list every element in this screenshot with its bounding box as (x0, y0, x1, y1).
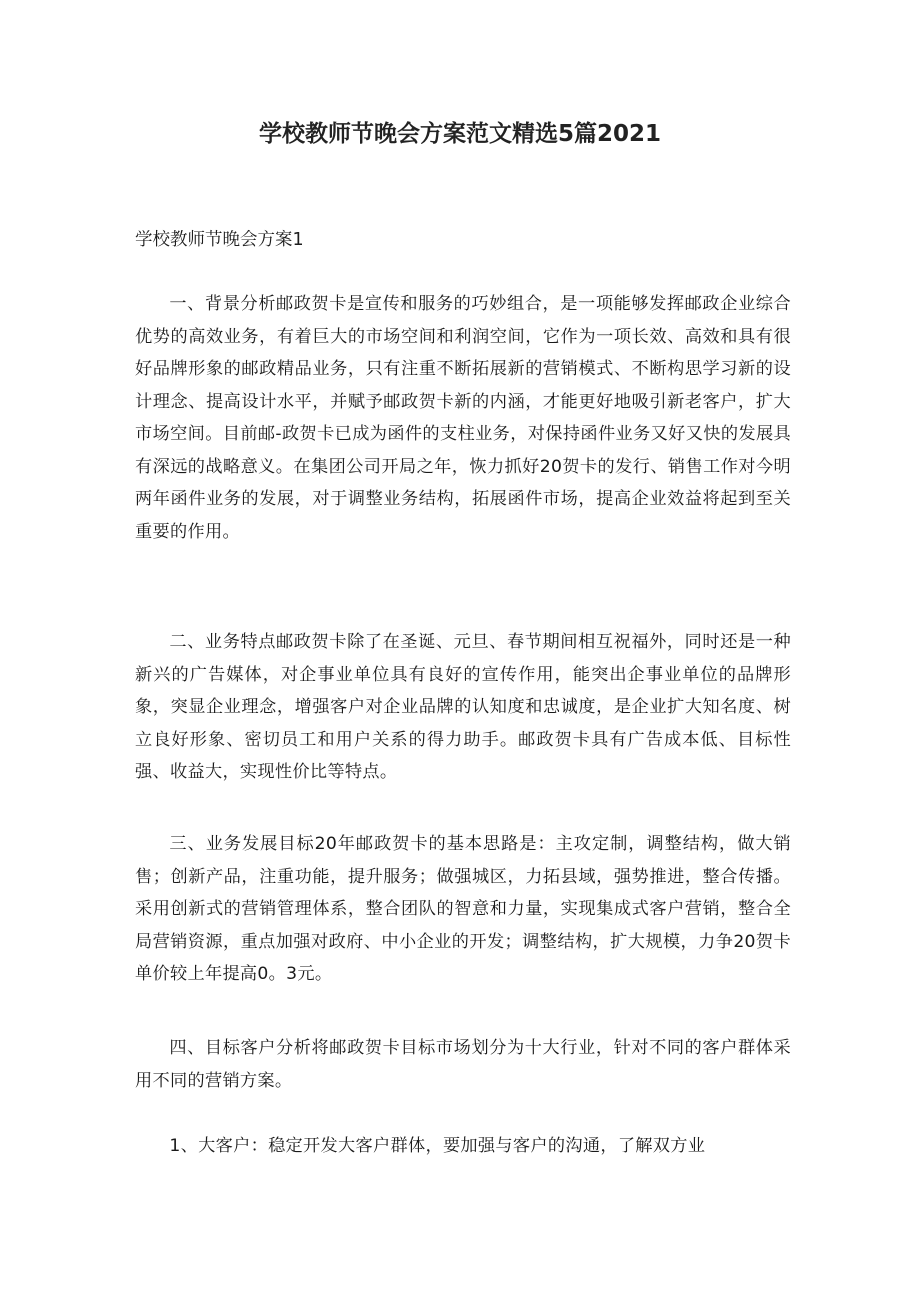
paragraph-background: 一、背景分析邮政贺卡是宣传和服务的巧妙组合，是一项能够发挥邮政企业综合优势的高效业务，有着巨大的市场空间和利润空间，它作为一项长效、高效和具有很好品牌形象的邮政精品业务，只有注重不断拓展新的营销模式、不断构思学习新的设计理念、提高设计水平，并赋予邮政贺卡新的内涵，才能更好地吸引新老客户，扩大市场空间。目前邮-政贺卡已成为函件的支柱业务，对保持函件业务又好又快的发展具有深远的战略意义。在集团公司开局之年，恢力抓好20贺卡的发行、销售工作对今明两年函件业务的发展，对于调整业务结构，拓展函件市场，提高企业效益将起到至关重要的作用。 (135, 294, 791, 542)
paragraph-target-customers: 四、目标客户分析将邮政贺卡目标市场划分为十大行业，针对不同的客户群体采用不同的营销方案。 (135, 1038, 791, 1091)
paragraph-business-features: 二、业务特点邮政贺卡除了在圣诞、元旦、春节期间相互祝福外，同时还是一种新兴的广告媒体，对企事业单位具有良好的宣传作用，能突出企事业单位的品牌形象，突显企业理念，增强客户对企业品牌的认知度和忠诚度，是企业扩大知名度、树立良好形象、密切员工和用户关系的得力助手。邮政贺卡具有广告成本低、目标性强、收益大，实现性价比等特点。 (135, 632, 791, 782)
document-title: 学校教师节晚会方案范文精选5篇2021 (258, 121, 662, 147)
paragraph-development-goals: 三、业务发展目标20年邮政贺卡的基本思路是：主攻定制，调整结构，做大销售；创新产品，注重功能，提升服务；做强城区，力拓县域，强势推进，整合传播。采用创新式的营销管理体系，整合团队的智意和力量，实现集成式客户营销，整合全局营销资源，重点加强对政府、中小企业的开发；调整结构，扩大规模，力争20贺卡单价较上年提高0。3元。 (135, 834, 791, 984)
paragraph-major-clients: 1、大客户：稳定开发大客户群体，要加强与客户的沟通，了解双方业 (169, 1136, 706, 1156)
section-heading: 学校教师节晚会方案1 (135, 230, 304, 250)
